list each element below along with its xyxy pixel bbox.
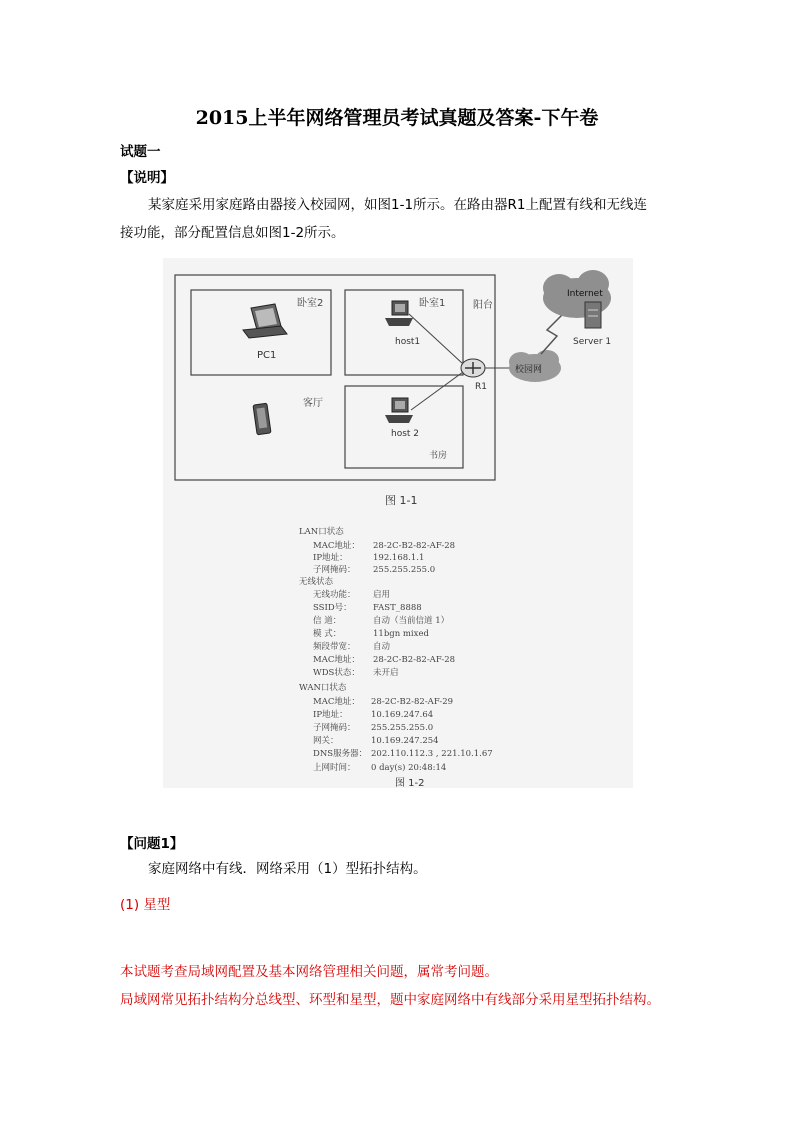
server-icon (585, 302, 601, 328)
wan-value-0: 28-2C-B2-82-AF-29 (371, 697, 454, 707)
label-living: 客厅 (303, 398, 323, 409)
lan-label-1: IP地址： (313, 553, 348, 563)
figure1-caption: 图 1-1 (385, 494, 418, 507)
wireless-label-1: SSID号： (313, 603, 352, 613)
wireless-label-2: 信 道： (313, 616, 342, 626)
desktop-icon-host1 (385, 301, 413, 326)
label-router: R1 (475, 382, 487, 392)
label-balcony: 阳台 (473, 300, 493, 311)
label-internet: Internet (567, 289, 603, 299)
lan-value-0: 28-2C-B2-82-AF-28 (373, 541, 456, 551)
section-heading: 试题一 (120, 144, 161, 160)
wireless-label-3: 模 式： (313, 629, 342, 639)
explain-heading: 【说明】 (120, 170, 174, 186)
figure-image (163, 258, 633, 788)
wan-heading: WAN口状态 (299, 683, 347, 693)
explain-paragraph-line2: 接功能，部分配置信息如图1-2所示。 (120, 225, 345, 241)
wireless-label-0: 无线功能： (313, 590, 356, 600)
house-outline (175, 275, 495, 480)
link-campus-internet (541, 314, 563, 354)
question1-heading: 【问题1】 (120, 836, 184, 852)
wireless-value-6: 未开启 (373, 668, 399, 678)
wan-label-4: DNS服务器： (313, 749, 368, 759)
wireless-value-5: 28-2C-B2-82-AF-28 (373, 655, 456, 665)
router-icon (461, 359, 485, 377)
wireless-heading: 无线状态 (299, 577, 334, 587)
wan-label-3: 网关： (313, 736, 339, 746)
wan-label-5: 上网时间： (313, 763, 356, 773)
wan-value-1: 10.169.247.64 (371, 710, 434, 720)
wan-value-5: 0 day(s) 20:48:14 (371, 763, 447, 773)
question1-answer: (1) 星型 (120, 897, 171, 913)
figure2-caption: 图 1-2 (395, 778, 425, 788)
laptop-icon (243, 304, 287, 338)
wireless-value-2: 自动（当前信道 1） (373, 616, 450, 626)
wan-value-4: 202.110.112.3 , 221.10.1.67 (371, 749, 493, 759)
wan-label-1: IP地址： (313, 710, 348, 720)
analysis-line2: 局域网常见拓扑结构分总线型、环型和星型，题中家庭网络中有线部分采用星型拓扑结构。 (120, 992, 660, 1008)
figure-1-2-status (299, 526, 493, 773)
label-bedroom2: 卧室2 (297, 298, 324, 309)
wireless-label-4: 频段带宽： (313, 642, 356, 652)
label-host2: host 2 (391, 429, 420, 439)
wireless-label-5: MAC地址： (313, 655, 360, 665)
analysis-line1: 本试题考查局域网配置及基本网络管理相关问题，属常考问题。 (120, 964, 498, 980)
tablet-icon (253, 403, 271, 435)
label-pc1: PC1 (257, 350, 277, 361)
page-title: 2015上半年网络管理员考试真题及答案-下午卷 (195, 107, 599, 129)
figure-1-1-network-diagram (163, 258, 633, 788)
explain-paragraph-line1: 某家庭采用家庭路由器接入校园网，如图1-1所示。在路由器R1上配置有线和无线连 (148, 197, 648, 213)
lan-label-2: 子网掩码： (313, 565, 356, 575)
cable-host2-router (411, 372, 463, 410)
wan-label-2: 子网掩码： (313, 723, 356, 733)
wan-label-0: MAC地址： (313, 697, 360, 707)
label-bedroom1: 卧室1 (419, 298, 446, 309)
wireless-value-3: 11bgn mixed (373, 629, 429, 639)
wireless-label-6: WDS状态： (313, 668, 360, 678)
lan-heading: LAN口状态 (299, 527, 344, 537)
wireless-value-4: 自动 (373, 642, 391, 652)
wan-value-2: 255.255.255.0 (371, 723, 434, 733)
label-server: Server 1 (573, 337, 612, 347)
lan-value-2: 255.255.255.0 (373, 565, 436, 575)
wan-value-3: 10.169.247.254 (371, 736, 439, 746)
wireless-value-0: 启用 (373, 590, 391, 600)
label-campus: 校园网 (515, 365, 543, 375)
lan-label-0: MAC地址： (313, 541, 360, 551)
desktop-icon-host2 (385, 398, 413, 423)
lan-value-1: 192.168.1.1 (373, 553, 425, 563)
question1-text: 家庭网络中有线．网络采用（1）型拓扑结构。 (148, 861, 427, 877)
wireless-value-1: FAST_8888 (373, 603, 422, 613)
label-study: 书房 (429, 451, 448, 461)
label-host1: host1 (395, 337, 421, 347)
